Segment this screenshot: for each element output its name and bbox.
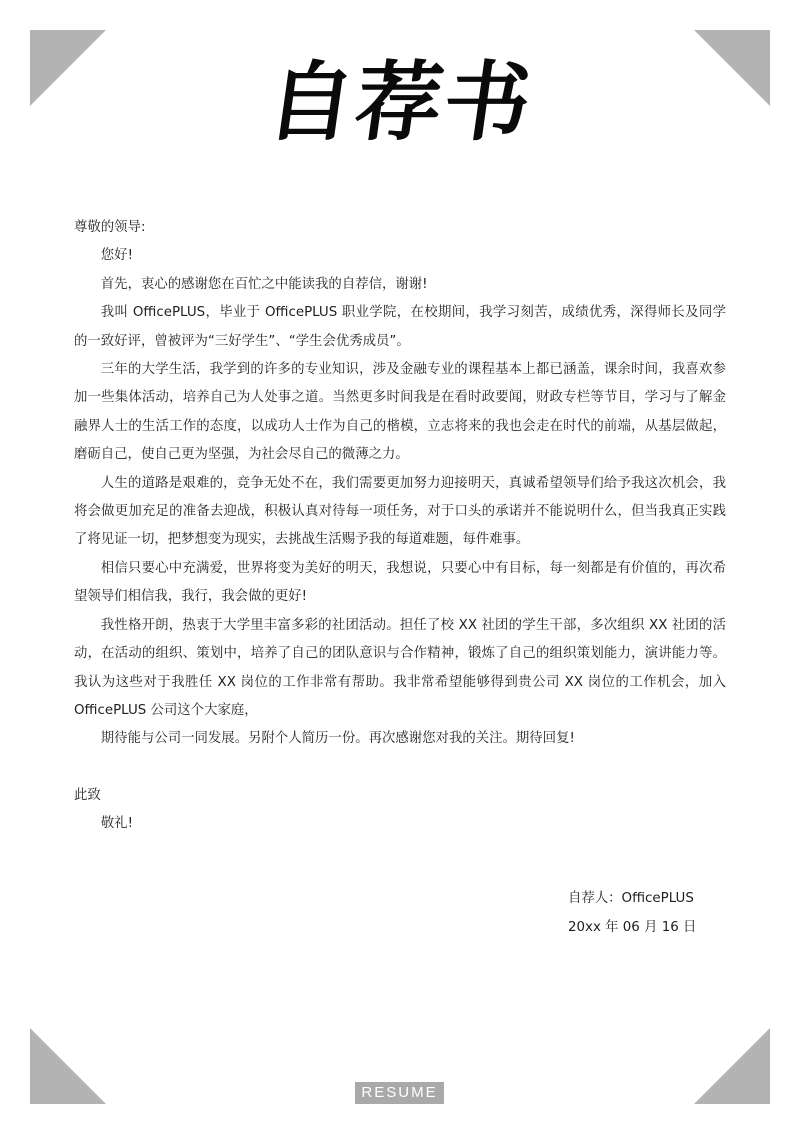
corner-triangle-bottom-left	[30, 1028, 106, 1104]
paragraph: 三年的大学生活，我学到的许多的专业知识，涉及金融专业的课程基本上都已涵盖，课余时间，我喜欢参加一些集体活动，培养自己为人处事之道。当然更多时间我是在看时政要闻，财政专栏等节目，学习与了解金融界人士的生活工作的态度，以成功人士作为自己的楷模，立志将来的我也会走在时代的前端，从基层做起，磨砺自己，使自己更为坚强，为社会尽自己的微薄之力。	[74, 362, 726, 463]
signature-block	[568, 884, 696, 942]
resume-badge: RESUME	[355, 1082, 444, 1104]
paragraph: 人生的道路是艰难的，竞争无处不在，我们需要更加努力迎接明天，真诚希望领导们给予我这次机会，我将会做更加充足的准备去迎战，积极认真对待每一项任务，对于口头的承诺并不能说明什么，但当我真正实践了将见证一切，把梦想变为现实，去挑战生活赐予我的每道难题，每件难事。	[74, 475, 726, 548]
signature: 自荐人：OfficePLUS	[568, 891, 694, 906]
paragraph: 首先，衷心的感谢您在百忙之中能读我的自荐信，谢谢!	[100, 276, 428, 292]
paragraph: 您好!	[100, 248, 133, 264]
closing: 此致	[74, 787, 101, 803]
salute: 敬礼!	[100, 816, 133, 832]
paragraph: 期待能与公司一同发展。另附个人简历一份。再次感谢您对我的关注。期待回复!	[100, 731, 575, 747]
letter-body	[74, 214, 726, 839]
paragraph: 相信只要心中充满爱，世界将变为美好的明天，我想说，只要心中有目标，每一刻都是有价值的，再次希望领导们相信我，我行，我会做的更好!	[74, 560, 726, 605]
corner-triangle-bottom-right	[694, 1028, 770, 1104]
paragraph: 我叫 OfficePLUS，毕业于 OfficePLUS 职业学院，在校期间，我学习刻苦，成绩优秀，深得师长及同学的一致好评，曾被评为“三好学生”、“学生会优秀成员”。	[74, 305, 726, 349]
page-title: 自荐书	[260, 52, 540, 153]
date: 20xx 年 06 月 16 日	[568, 920, 697, 935]
paragraph: 我性格开朗，热衷于大学里丰富多彩的社团活动。担任了校 XX 社团的学生干部，多次组织 XX 社团的活动，在活动的组织、策划中，培养了自己的团队意识与合作精神，锻炼了自己的组织策划能力，演讲能力等。我认为这些对于我胜任 XX 岗位的工作非常有帮助。我非常希望能够得到贵公司 XX 岗位的工作机会，加入 OfficePLUS 公司这个大家庭，	[74, 617, 726, 718]
spacer	[74, 754, 726, 782]
greeting: 尊敬的领导:	[74, 220, 146, 235]
